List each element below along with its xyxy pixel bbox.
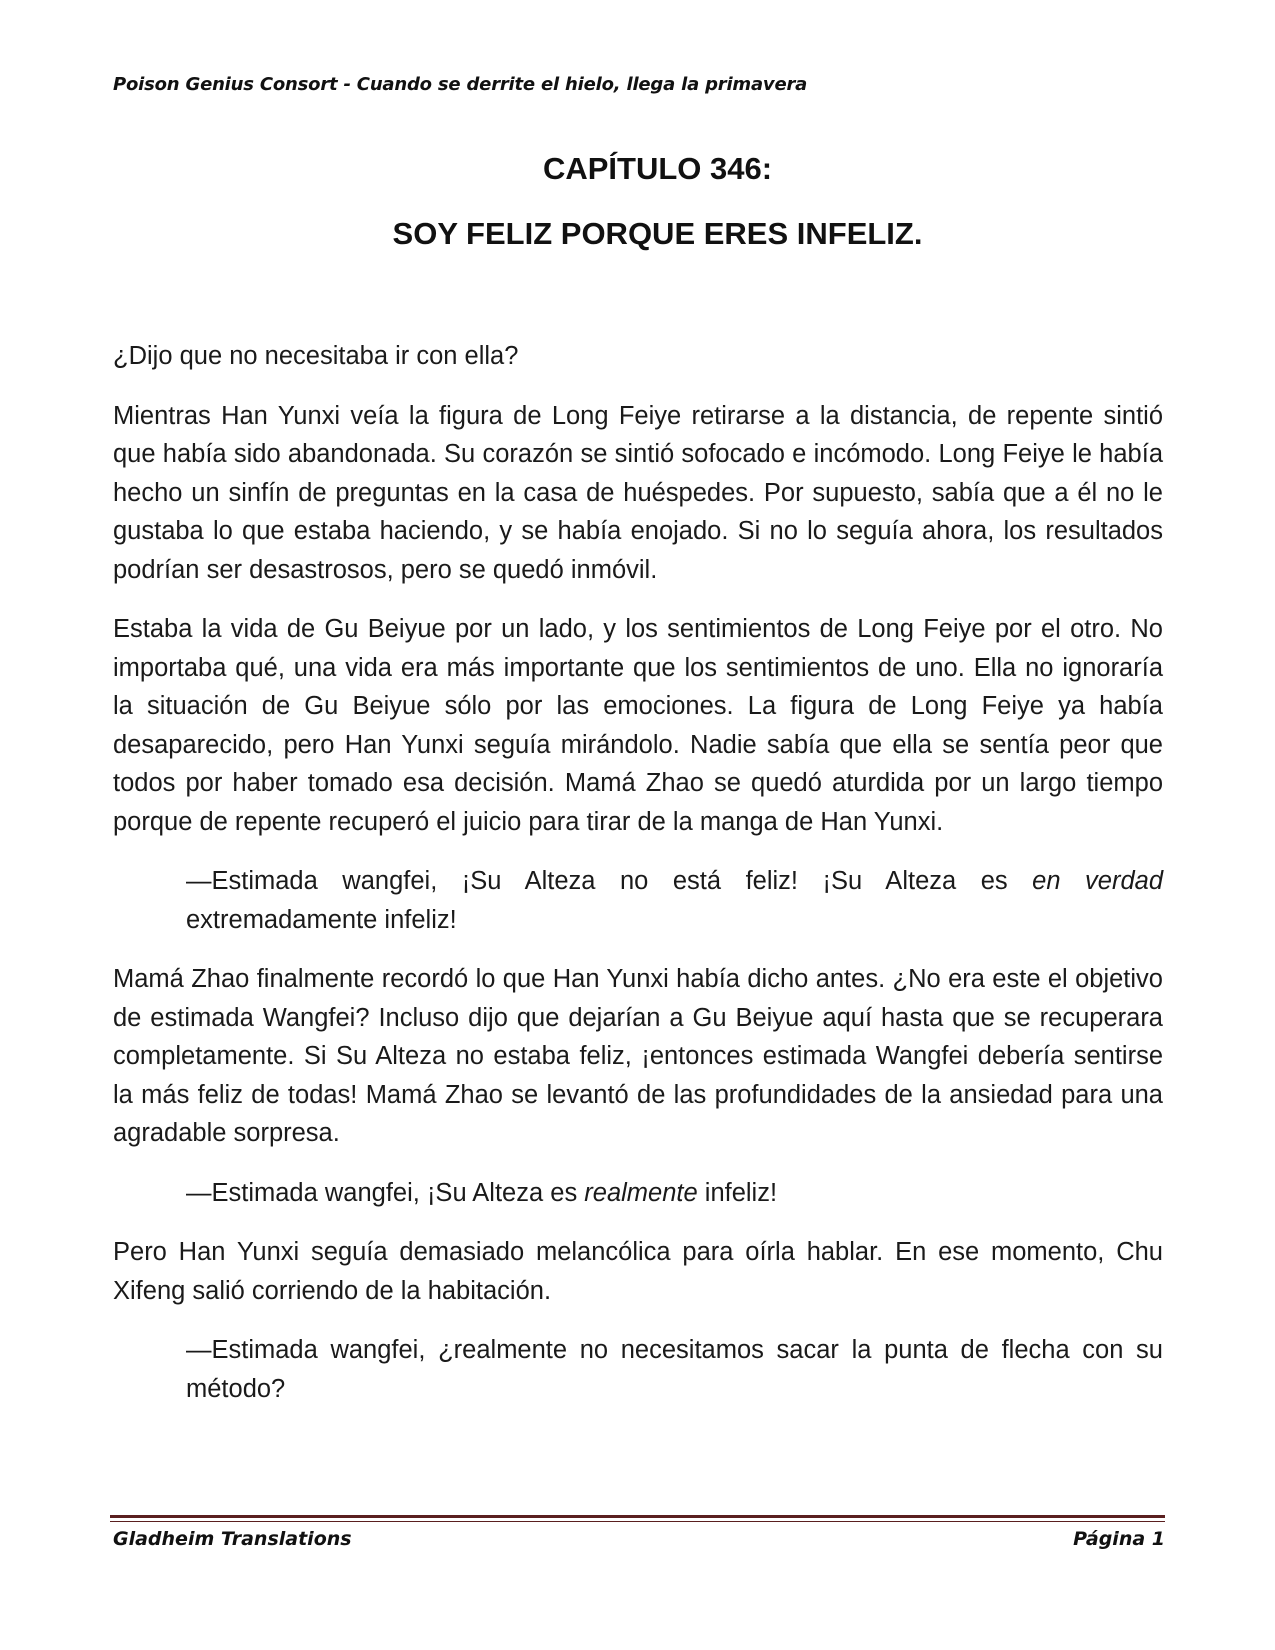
footer-divider-thick	[110, 1515, 1165, 1518]
footer-publisher: Gladheim Translations	[113, 1528, 352, 1550]
chapter-title: SOY FELIZ PORQUE ERES INFELIZ.	[392, 216, 923, 251]
running-header: Poison Genius Consort - Cuando se derrite el hielo, llega la primavera	[113, 74, 808, 95]
paragraph: Pero Han Yunxi seguía demasiado melancólica para oírla hablar. En ese momento, Chu Xifeng salió corriendo de la habitación.	[113, 1238, 1163, 1305]
page-number: Página 1	[1073, 1528, 1165, 1550]
dialogue-text: —Estimada wangfei, ¡Su Alteza es	[186, 1178, 585, 1207]
paragraph: Mientras Han Yunxi veía la figura de Long Feiye retirarse a la distancia, de repente sintió que había sido abandonada. Su corazón se sintió sofocado e incómodo. Long Feiye le había hecho un sinfín de preguntas en la casa de huéspedes. Por supuesto, sabía que a él no le gustaba lo que estaba haciendo, y se había enojado. Si no lo seguía ahora, los resultados podrían ser desastrosos, pero se quedó inmóvil.	[113, 401, 1163, 584]
dialogue-line	[113, 862, 1163, 939]
dialogue-line	[113, 1174, 1163, 1213]
chapter-number: CAPÍTULO 346:	[542, 151, 773, 186]
footer-divider-thin	[110, 1521, 1165, 1522]
emphasis-text: en verdad	[1032, 867, 1164, 895]
footer-divider	[110, 1515, 1165, 1523]
paragraph: Mamá Zhao finalmente recordó lo que Han Yunxi había dicho antes. ¿No era este el objetivo de estimada Wangfei? Incluso dijo que dejarían a Gu Beiyue aquí hasta que se recuperara completamente. Si Su Alteza no estaba feliz, ¡entonces estimada Wangfei debería sentirse la más feliz de todas! Mamá Zhao se levantó de las profundidades de la ansiedad para una agradable sorpresa.	[113, 965, 1163, 1147]
dialogue-text: extremadamente infeliz!	[186, 905, 457, 934]
paragraph: ¿Dijo que no necesitaba ir con ella?	[113, 342, 519, 370]
chapter-body	[113, 337, 1163, 1429]
dialogue-line: —Estimada wangfei, ¿realmente no necesitamos sacar la punta de flecha con su método?	[186, 1336, 1163, 1403]
dialogue-text: —Estimada wangfei, ¡Su Alteza no está feliz! ¡Su Alteza es	[186, 867, 1033, 895]
dialogue-text: infeliz!	[697, 1178, 778, 1207]
emphasis-text: realmente	[584, 1178, 698, 1207]
paragraph: Estaba la vida de Gu Beiyue por un lado, y los sentimientos de Long Feiye por el otro. No importaba qué, una vida era más importante que los sentimientos de uno. Ella no ignoraría la situación de Gu Beiyue sólo por las emociones. La figura de Long Feiye ya había desaparecido, pero Han Yunxi seguía mirándolo. Nadie sabía que ella se sentía peor que todos por haber tomado esa decisión. Mamá Zhao se quedó aturdida por un largo tiempo porque de repente recuperó el juicio para tirar de la manga de Han Yunxi.	[113, 615, 1163, 836]
